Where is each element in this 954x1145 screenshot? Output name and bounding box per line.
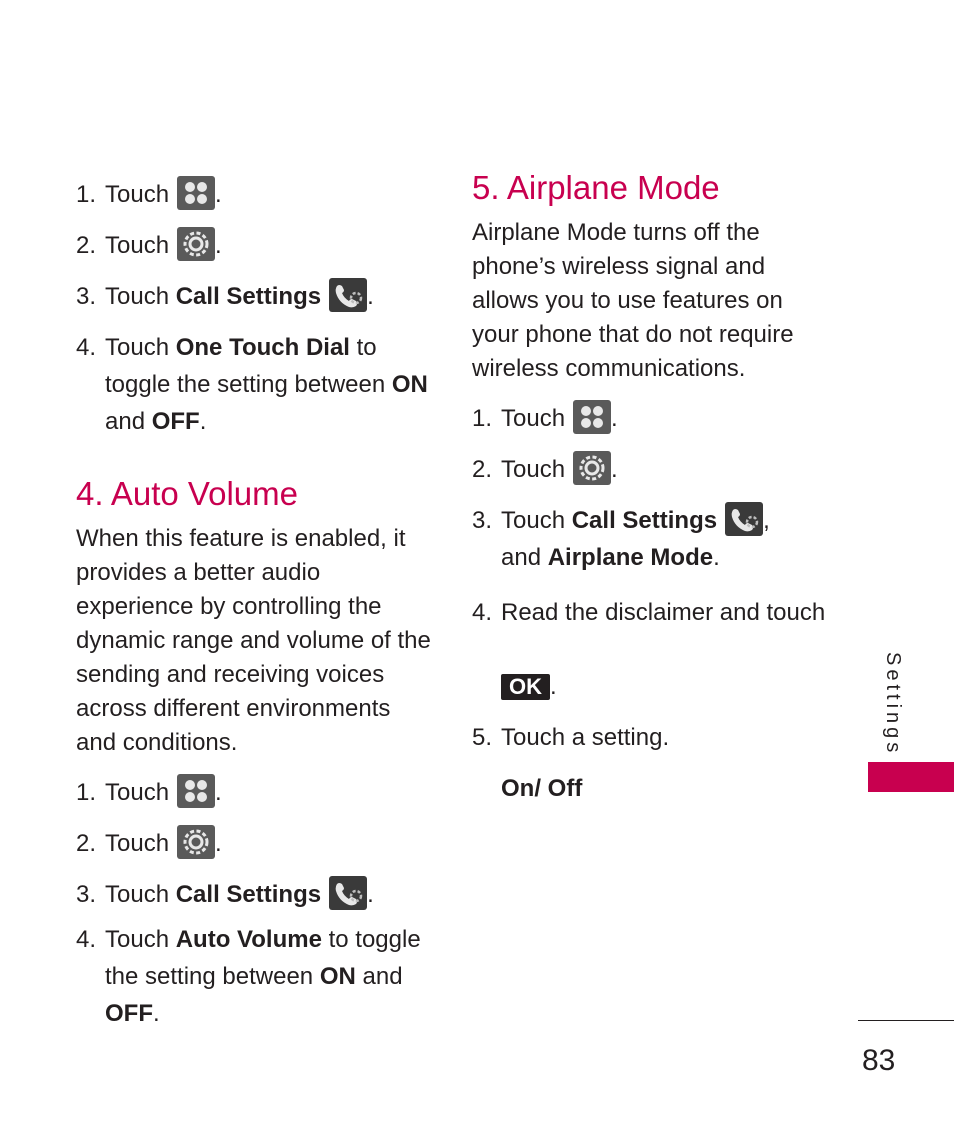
- step-item: 2. Touch .: [76, 825, 436, 862]
- right-column: [472, 166, 832, 807]
- step-item: 3. Touch Call Settings , and Airplane Mode.: [472, 502, 832, 576]
- step-number: 3.: [76, 881, 97, 908]
- step-bold-term: Call Settings: [175, 283, 322, 310]
- section-heading-airplane-mode: 5. Airplane Mode: [472, 169, 720, 206]
- on-off-option: On/ Off: [501, 775, 583, 802]
- airplane-mode-description: Airplane Mode turns off the phone’s wireless signal and allows you to use features on your phone that do not require wireless communications.: [472, 219, 794, 382]
- step-item: 1. Touch .: [76, 176, 436, 213]
- apps-grid-icon: [573, 400, 611, 434]
- step-item: 4. Touch Auto Volume to toggle the setting between ON and OFF.: [76, 921, 436, 1032]
- step-number: 4.: [76, 334, 97, 361]
- step-number: 4.: [472, 599, 493, 626]
- call-settings-icon: [725, 502, 763, 536]
- section-heading-auto-volume: 4. Auto Volume: [76, 475, 298, 512]
- step-item: 2. Touch .: [472, 451, 832, 488]
- step-number: 1.: [472, 405, 493, 432]
- step-number: 2.: [76, 830, 97, 857]
- step-number: 1.: [76, 181, 97, 208]
- step-item: 2. Touch .: [76, 227, 436, 264]
- step-number: 5.: [472, 724, 493, 751]
- call-settings-icon: [329, 876, 367, 910]
- step-item: 1. Touch .: [472, 400, 832, 437]
- setting-option: [472, 770, 832, 807]
- step-number: 3.: [76, 283, 97, 310]
- step-item: 5. Touch a setting.: [472, 719, 832, 756]
- section-tab-label: Settings: [882, 652, 904, 757]
- step-text: Touch: [105, 181, 170, 208]
- section-tab-marker: [868, 762, 954, 792]
- step-number: 2.: [76, 232, 97, 259]
- settings-gear-icon: [573, 451, 611, 485]
- settings-gear-icon: [177, 825, 215, 859]
- step-number: 2.: [472, 456, 493, 483]
- step-item: 4. Touch One Touch Dial to toggle the setting between ON and OFF.: [76, 329, 436, 440]
- settings-gear-icon: [177, 227, 215, 261]
- page-number: 83: [862, 1044, 896, 1077]
- step-item: 3. Touch Call Settings .: [76, 278, 436, 315]
- footer-rule: [858, 1020, 954, 1021]
- step-number: 1.: [76, 779, 97, 806]
- ok-button-glyph: OK: [501, 674, 550, 700]
- auto-volume-description: When this feature is enabled, it provides a better audio experience by controlling the dynamic range and volume of the sending and receiving voices across different environments and conditions.: [76, 525, 431, 756]
- step-number: 3.: [472, 507, 493, 534]
- step-item: 4. Read the disclaimer and touch OK .: [472, 594, 832, 705]
- step-number: 4.: [76, 926, 97, 953]
- step-item: 3. Touch Call Settings .: [76, 876, 436, 913]
- step-item: 1. Touch .: [76, 774, 436, 811]
- left-column: [76, 176, 436, 1032]
- apps-grid-icon: [177, 774, 215, 808]
- call-settings-icon: [329, 278, 367, 312]
- step-text: Touch: [105, 232, 170, 259]
- apps-grid-icon: [177, 176, 215, 210]
